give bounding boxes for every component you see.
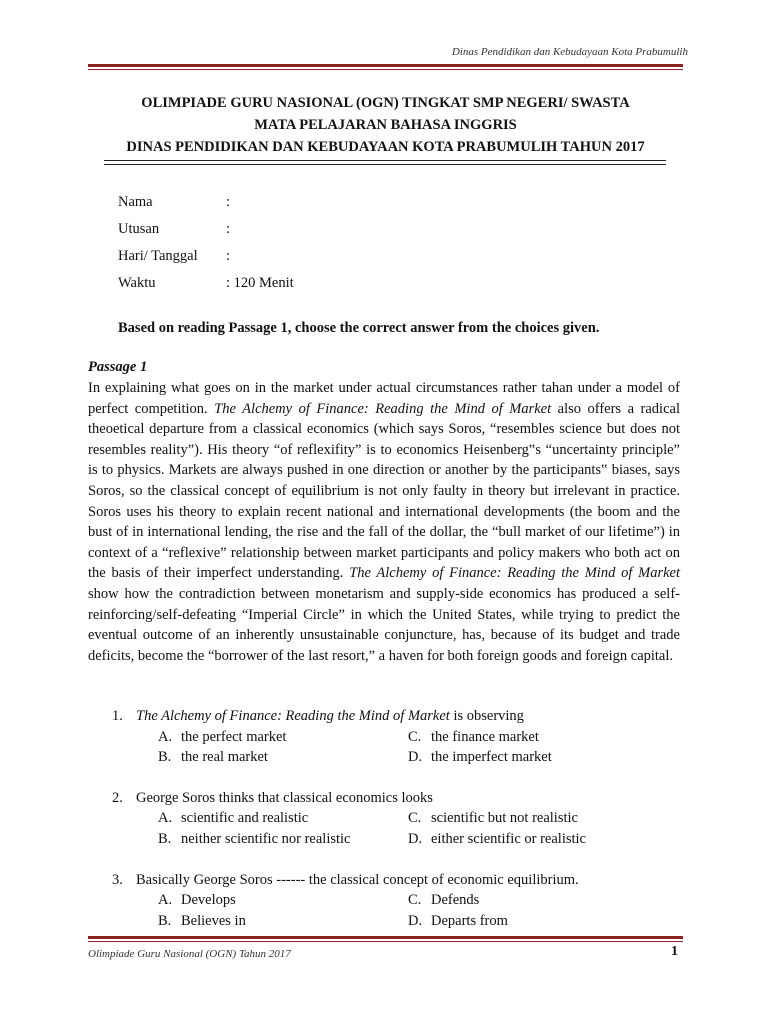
- info-row-waktu: [118, 273, 294, 300]
- question-stem: [136, 706, 524, 727]
- option-c[interactable]: [408, 890, 658, 911]
- title-double-rule-top: [104, 160, 666, 161]
- option-letter: C.: [408, 728, 422, 745]
- option-letter: C.: [408, 892, 422, 909]
- header-rule-thick: [88, 64, 683, 67]
- option-a[interactable]: [158, 890, 408, 911]
- option-d[interactable]: [408, 911, 658, 932]
- option-text: scientific and realistic: [181, 810, 309, 827]
- option-a[interactable]: [158, 727, 408, 748]
- option-b[interactable]: [158, 911, 408, 932]
- option-c[interactable]: [408, 727, 658, 748]
- option-c[interactable]: [408, 808, 658, 829]
- title-line-3: DINAS PENDIDIKAN DAN KEBUDAYAAN KOTA PRABUMULIH TAHUN 2017: [126, 139, 645, 155]
- option-d[interactable]: [408, 747, 658, 768]
- document-titles: [88, 92, 683, 158]
- option-text: Believes in: [181, 912, 246, 929]
- option-b[interactable]: [158, 747, 408, 768]
- question-stem-text: George Soros thinks that classical economics looks: [136, 789, 433, 806]
- passage-paragraph: [88, 378, 680, 666]
- page-number: 1: [671, 944, 678, 959]
- option-text: scientific but not realistic: [431, 810, 578, 827]
- info-value: :: [226, 221, 231, 237]
- option-text: the real market: [181, 749, 268, 766]
- passage-text-1: In explaining what goes on in the market under actual circumstances rather tahan under a model of perfect competition.: [88, 380, 680, 417]
- option-letter: A.: [158, 810, 173, 827]
- question-number: 2.: [112, 789, 123, 806]
- info-row-hari-tanggal: [118, 246, 294, 273]
- question-list: [112, 706, 672, 951]
- info-label: Hari/ Tanggal: [118, 248, 198, 264]
- passage-book-title: The Alchemy of Finance: Reading the Mind of Market: [214, 400, 552, 417]
- question-3: [112, 870, 672, 932]
- footer-rule-thin: [88, 941, 683, 942]
- info-row-nama: [118, 192, 294, 219]
- option-letter: B.: [158, 749, 172, 766]
- title-line-2: MATA PELAJARAN BAHASA INGGRIS: [254, 117, 517, 133]
- option-letter: B.: [158, 830, 172, 847]
- question-number: 3.: [112, 871, 123, 888]
- participant-info: [118, 192, 294, 300]
- option-a[interactable]: [158, 808, 408, 829]
- option-text: Develops: [181, 892, 236, 909]
- option-letter: C.: [408, 810, 422, 827]
- option-letter: D.: [408, 830, 423, 847]
- question-stem-text: is observing: [449, 708, 524, 724]
- footer-text: Olimpiade Guru Nasional (OGN) Tahun 2017: [88, 948, 291, 960]
- option-text: either scientific or realistic: [431, 830, 586, 847]
- info-label: Utusan: [118, 221, 160, 237]
- passage-text-2: also offers a radical theoetical departure from a classical economics (which says Soros, “resembles science but does not resembles reality”). His theory “of reflexifity” is to economics Heisenberg‟s “uncertainty principle” is to physics. Markets are always pushed in one direction or another by the participants‟ biases, says Soros, so the classical concept of equilibrium is not only faulty in theory but irrelevant in practice. Soros uses his theory to explain recent national and international developments (the boom and the bust of in international lending, the rise and the fall of the dollar, the “bull market of our lifetime”) in context of a “reflexive” relationship between market participants and policy makers who both act on the basis of their imperfect understanding.: [88, 400, 680, 582]
- info-label: Waktu: [118, 275, 156, 291]
- page-header-text: Dinas Pendidikan dan Kebudayaan Kota Prabumulih: [451, 46, 688, 58]
- option-b[interactable]: [158, 829, 408, 850]
- option-letter: A.: [158, 892, 173, 909]
- option-text: the imperfect market: [431, 749, 552, 766]
- info-value: :: [226, 194, 231, 210]
- question-1: [112, 706, 672, 768]
- header-rule-thin: [88, 69, 683, 70]
- option-letter: B.: [158, 912, 172, 929]
- title-double-rule-bottom: [104, 164, 666, 165]
- question-number: 1.: [112, 708, 123, 724]
- option-letter: D.: [408, 749, 423, 766]
- question-stem-text: Basically George Soros ------ the classical concept of economic equilibrium.: [136, 871, 579, 888]
- option-text: neither scientific nor realistic: [181, 830, 351, 847]
- footer-rule-thick: [88, 936, 683, 939]
- passage-text-3: show how the contradiction between monetarism and supply-side economics has produced a self-reinforcing/self-defeating “Imperial Circle” in which the United States, while trying to predict the eventual outcome of an inherently unsustainable conjuncture, has, because of its budget and trade deficits, become the “borrower of the last resort,” a haven for both foreign goods and foreign capital.: [88, 585, 680, 664]
- instruction-text: Based on reading Passage 1, choose the correct answer from the choices given.: [118, 320, 600, 336]
- title-line-1: OLIMPIADE GURU NASIONAL (OGN) TINGKAT SMP NEGERI/ SWASTA: [141, 95, 630, 111]
- option-text: Departs from: [431, 912, 508, 929]
- passage-body: [88, 378, 680, 666]
- option-letter: A.: [158, 728, 173, 745]
- info-label: Nama: [118, 194, 153, 210]
- info-row-utusan: [118, 219, 294, 246]
- passage-book-title-2: The Alchemy of Finance: Reading the Mind of Market: [349, 565, 680, 582]
- question-stem-italic: The Alchemy of Finance: Reading the Mind of Market: [136, 708, 450, 724]
- info-value: : 120 Menit: [226, 275, 294, 291]
- option-letter: D.: [408, 912, 423, 929]
- info-value: :: [226, 248, 231, 264]
- passage-title: Passage 1: [88, 359, 148, 375]
- option-d[interactable]: [408, 829, 658, 850]
- option-text: Defends: [431, 892, 480, 909]
- option-text: the perfect market: [181, 728, 287, 745]
- question-2: [112, 788, 672, 850]
- option-text: the finance market: [431, 728, 539, 745]
